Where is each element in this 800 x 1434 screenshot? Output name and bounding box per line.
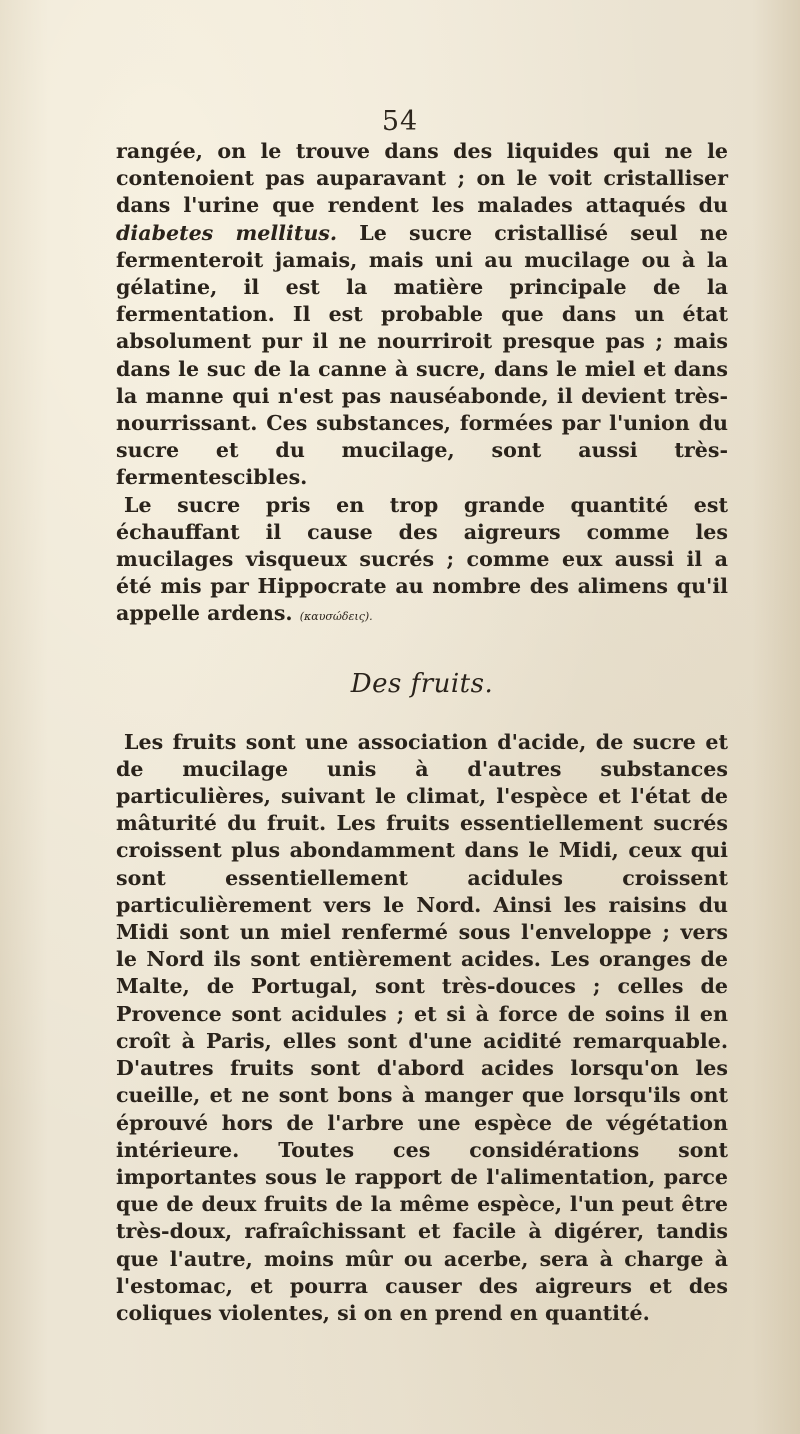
italic-term-diabetes: diabetes mellitus.	[116, 220, 338, 245]
greek-annotation: (καυσώδεις).	[299, 610, 373, 624]
paragraph-sugar-effects	[116, 492, 728, 631]
paragraph-sugar	[116, 138, 728, 492]
paragraph-sugar-text-1: rangée, on le trouve dans des liquides qui ne le contenoient pas auparavant ; on le voit cristalliser dans l'urine que rendent les malades attaqués du	[116, 139, 728, 218]
paragraph-sugar-effects-text: Le sucre pris en trop grande quantité est échauffant il cause des aigreurs comme les mucilages visqueux sucrés ; comme eux aussi il a été mis par Hippocrate au nombre des alimens qu'il appelle ardens.	[116, 492, 728, 626]
paragraph-sugar-text-2: Le sucre cristallisé seul ne fermenteroit jamais, mais uni au mucilage ou à la gélatine, il est la matière principale de la fermentation. Il est probable que dans un état absolument pur il ne nourriroit presque pas ; mais dans le suc de la canne à sucre, dans le miel et dans la manne qui n'est pas nauséabonde, il devient très-nourrissant. Ces substances, formées par l'union du sucre et du mucilage, sont aussi très-fermentescibles.	[116, 220, 729, 490]
page-number: 54	[381, 106, 419, 137]
section-heading: Des fruits.	[350, 668, 494, 699]
text-block	[116, 138, 728, 1327]
paragraph-fruits: Les fruits sont une association d'acide, de sucre et de mucilage unis à d'autres substances particulières, suivant le climat, l'espèce et l'état de mâturité du fruit. Les fruits essentiellement sucrés croissent plus abondamment dans le Midi, ceux qui sont essentiellement acidules croissent particulièrement vers le Nord. Ainsi les raisins du Midi sont un miel renfermé sous l'enveloppe ; vers le Nord ils sont entièrement acides. Les oranges de Malte, de Portugal, sont très-douces ; celles de Provence sont acidules ; et si à force de soins il en croît à Paris, elles sont d'une acidité remarquable. D'autres fruits sont d'abord acides lorsqu'on les cueille, et ne sont bons à manger que lorsqu'ils ont éprouvé hors de l'arbre une espèce de végétation intérieure. Toutes ces considérations sont importantes sous le rapport de l'alimentation, parce que de deux fruits de la même espèce, l'un peut être très-doux, rafraîchissant et facile à digérer, tandis que l'autre, moins mûr ou acerbe, sera à charge à l'estomac, et pourra causer des aigreurs et des coliques violentes, si on en prend en quantité.	[116, 729, 728, 1325]
